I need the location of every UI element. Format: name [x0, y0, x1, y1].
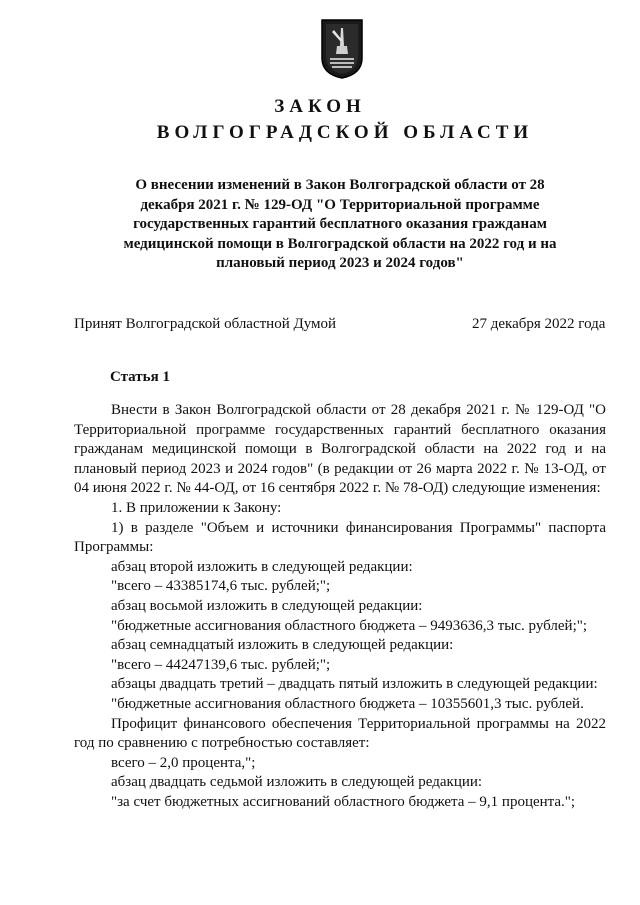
article-paragraph: 1) в разделе "Объем и источники финансирования Программы" паспорта Программы:: [74, 519, 606, 556]
coat-of-arms-icon: [320, 18, 364, 80]
article-paragraph: "всего – 44247139,6 тыс. рублей;";: [111, 656, 331, 673]
article-paragraph: абзац второй изложить в следующей редакции:: [111, 558, 413, 575]
article-body: [74, 401, 606, 812]
adoption-date: 27 декабря 2022 года: [472, 316, 606, 332]
article-paragraph: Профицит финансового обеспечения Территориальной программы на 2022 год по сравнению с потребностью составляет:: [74, 715, 606, 752]
article-paragraph: всего – 2,0 процента,";: [111, 754, 256, 771]
article-paragraph: 1. В приложении к Закону:: [111, 499, 282, 516]
article-paragraph: "всего – 43385174,6 тыс. рублей;";: [111, 578, 331, 595]
article-paragraph: абзац двадцать седьмой изложить в следующей редакции:: [111, 774, 483, 791]
article-heading: Статья 1: [110, 369, 170, 385]
article-paragraph: абзац семнадцатый изложить в следующей редакции:: [111, 637, 454, 654]
article-paragraph: Внести в Закон Волгоградской области от 28 декабря 2021 г. № 129-ОД "О Территориальной программе государственных гарантий бесплатного оказания гражданам медицинской помощи в Волгоградской области на 2022 год и на плановый период 2023 и 2024 годов" (в редакции от 26 марта 2022 г. № 13-ОД, от 04 июня 2022 г. № 44-ОД, от 16 сентября 2022 г. № 78-ОД) следующие изменения:: [74, 402, 606, 497]
article-paragraph: абзацы двадцать третий – двадцать пятый изложить в следующей редакции:: [111, 676, 598, 693]
adopted-by: Принят Волгоградской областной Думой: [74, 316, 337, 332]
article-paragraph: абзац восьмой изложить в следующей редакции:: [111, 597, 423, 614]
region-heading: ВОЛГОГРАДСКОЙ ОБЛАСТИ: [156, 122, 534, 143]
law-heading: ЗАКОН: [274, 96, 366, 117]
article-paragraph: "бюджетные ассигнования областного бюджета – 10355601,3 тыс. рублей.: [111, 695, 584, 712]
article-paragraph: "за счет бюджетных ассигнований областного бюджета – 9,1 процента.";: [111, 793, 576, 810]
article-paragraph: "бюджетные ассигнования областного бюджета – 9493636,3 тыс. рублей;";: [111, 617, 588, 634]
law-title: О внесении изменений в Закон Волгоградской области от 28 декабря 2021 г. № 129-ОД "О Территориальной программе государственных гарантий бесплатного оказания гражданам медицинской помощи в Волгоградской области на 2022 год и на плановый период 2023 и 2024 годов": [123, 177, 557, 272]
